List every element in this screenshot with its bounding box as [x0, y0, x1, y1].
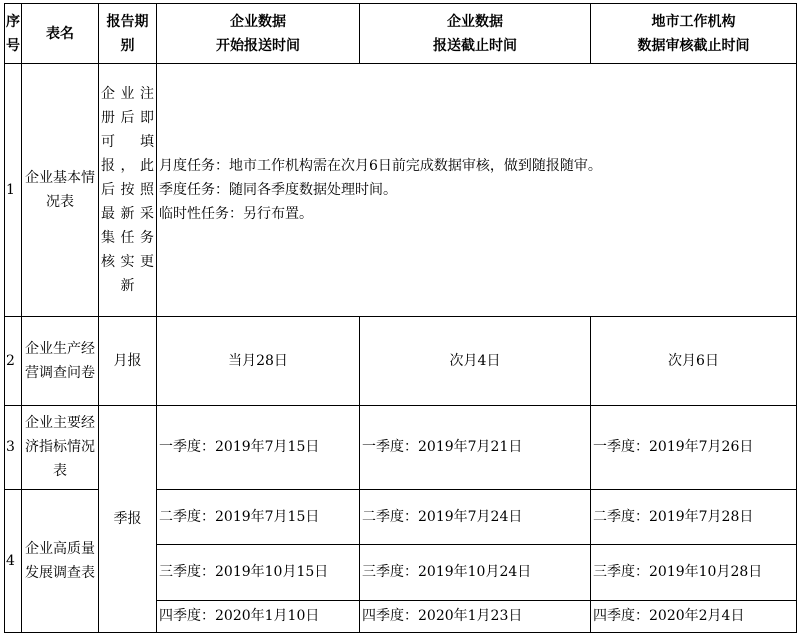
cell-review: 二季度：2019年7月28日 — [591, 489, 797, 544]
note-quarterly: 季度任务：随同各季度数据处理时间。 — [159, 182, 397, 199]
schedule-table — [4, 3, 797, 633]
cell-deadline: 四季度：2020年1月23日 — [360, 600, 591, 632]
row-table-name: 企业生产经营调查问卷 — [22, 317, 99, 405]
header-review-line1: 地市工作机构 — [651, 13, 736, 30]
table-row — [5, 405, 797, 489]
note-temporary: 临时性任务：另行布置。 — [159, 206, 313, 223]
row-index: 1 — [5, 64, 22, 317]
row-notes — [157, 64, 797, 317]
cell-review: 四季度：2020年2月4日 — [591, 600, 797, 632]
row-index: 3 — [5, 405, 22, 489]
row-period: 企业注册后即可填报，此后按照最新采集任务核实更新 — [99, 64, 157, 317]
row-index: 4 — [5, 489, 22, 632]
cell-deadline: 次月4日 — [360, 317, 591, 405]
header-row — [5, 4, 797, 64]
header-start — [157, 4, 360, 64]
cell-deadline: 二季度：2019年7月24日 — [360, 489, 591, 544]
header-review — [591, 4, 797, 64]
row-period: 月报 — [99, 317, 157, 405]
cell-start: 三季度：2019年10月15日 — [157, 544, 360, 600]
cell-review: 次月6日 — [591, 317, 797, 405]
cell-deadline: 三季度：2019年10月24日 — [360, 544, 591, 600]
header-review-line2: 数据审核截止时间 — [637, 37, 750, 54]
cell-review: 三季度：2019年10月28日 — [591, 544, 797, 600]
cell-start: 当月28日 — [157, 317, 360, 405]
row-index: 2 — [5, 317, 22, 405]
table-row — [5, 317, 797, 405]
header-deadline-line2: 报送截止时间 — [433, 37, 517, 54]
row-table-name: 企业基本情况表 — [22, 64, 99, 317]
row-period: 季报 — [99, 405, 157, 632]
header-deadline — [360, 4, 591, 64]
header-seq: 序号 — [5, 4, 22, 64]
row-table-name: 企业高质量发展调查表 — [22, 489, 99, 632]
header-start-line1: 企业数据 — [230, 13, 286, 30]
table-row — [5, 64, 797, 317]
cell-review: 一季度：2019年7月26日 — [591, 405, 797, 489]
note-monthly: 月度任务：地市工作机构需在次月6日前完成数据审核，做到随报随审。 — [159, 158, 602, 175]
header-period: 报告期别 — [99, 4, 157, 64]
cell-start: 二季度：2019年7月15日 — [157, 489, 360, 544]
cell-start: 四季度：2020年1月10日 — [157, 600, 360, 632]
row-table-name: 企业主要经济指标情况表 — [22, 405, 99, 489]
header-deadline-line1: 企业数据 — [447, 13, 503, 30]
cell-deadline: 一季度：2019年7月21日 — [360, 405, 591, 489]
header-name: 表名 — [22, 4, 99, 64]
cell-start: 一季度：2019年7月15日 — [157, 405, 360, 489]
header-start-line2: 开始报送时间 — [216, 37, 300, 54]
